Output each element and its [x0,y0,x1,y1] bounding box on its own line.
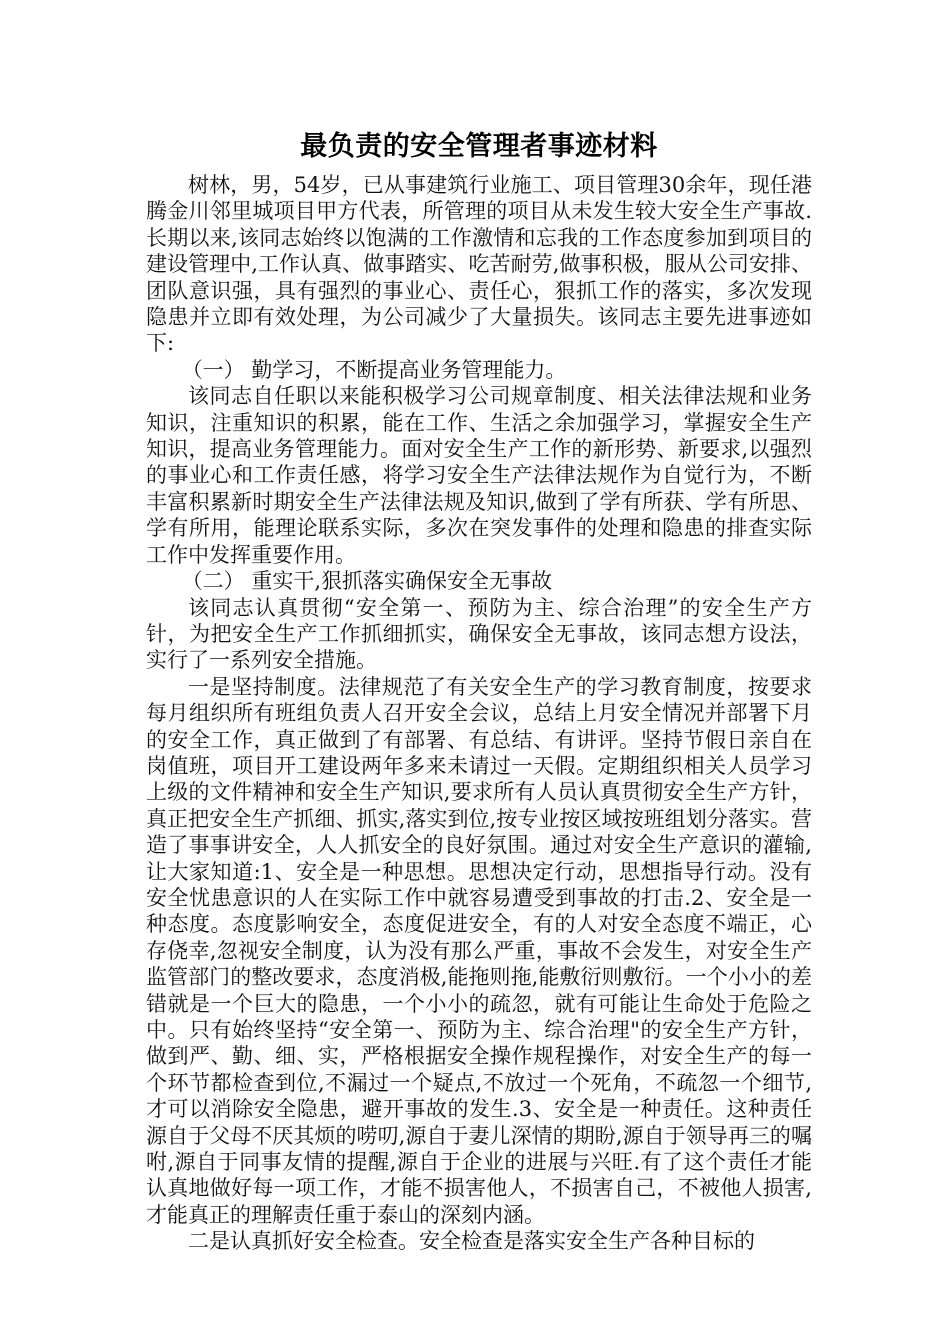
measure-2-paragraph: 二是认真抓好安全检查。安全检查是落实安全生产各种目标的 [188,1229,755,1254]
section-1-paragraph: 该同志自任职以来能积极学习公司规章制度、相关法律法规和业务知识，注重知识的积累，能在工作、生活之余加强学习，掌握安全生产知识，提高业务管理能力。面对安全生产工作的新形势、新要求,以强烈的事业心和工作责任感，将学习安全生产法律法规作为自觉行为，不断丰富积累新时期安全生产法律法规及知识,做到了学有所获、学有所思、学有所用，能理论联系实际，多次在突发事件的处理和隐患的排查实际工作中发挥重要作用。 [146,384,812,567]
measure-1-paragraph: 一是坚持制度。法律规范了有关安全生产的学习教育制度，按要求每月组织所有班组负责人召开安全会议，总结上月安全情况并部署下月的安全工作，真正做到了有部署、有总结、有讲评。坚持节假日亲自在岗值班，项目开工建设两年多来未请过一天假。定期组织相关人员学习上级的文件精神和安全生产知识,要求所有人员认真贯彻安全生产方针，真正把安全生产抓细、抓实,落实到位,按专业按区域按班组划分落实。营造了事事讲安全，人人抓安全的良好氛围。通过对安全生产意识的灌输,让大家知道:1、安全是一种思想。思想决定行动，思想指导行动。没有安全忧患意识的人在实际工作中就容易遭受到事故的打击.2、安全是一种态度。态度影响安全，态度促进安全，有的人对安全态度不端正，心存侥幸,忽视安全制度，认为没有那么严重，事故不会发生，对安全生产监管部门的整改要求，态度消极,能拖则拖,能敷衍则敷衍。一个小小的差错就是一个巨大的隐患，一个小小的疏忽，就有可能让生命处于危险之中。只有始终坚持“安全第一、预防为主、综合治理"的安全生产方针，做到严、勤、细、实，严格根据安全操作规程操作，对安全生产的每一个环节都检查到位,不漏过一个疑点,不放过一个死角，不疏忽一个细节,才可以消除安全隐患，避开事故的发生.3、安全是一种责任。这种责任源自于父母不厌其烦的唠叨,源自于妻儿深情的期盼,源自于领导再三的嘱咐,源自于同事友情的提醒,源自于企业的进展与兴旺.有了这个责任才能认真地做好每一项工作，才能不损害他人，不损害自己，不被他人损害,才能真正的理解责任重于泰山的深刻内涵。 [146,674,812,1227]
section-2-intro-paragraph: 该同志认真贯彻“安全第一、预防为主、综合治理”的安全生产方针，为把安全生产工作抓细抓实，确保安全无事故，该同志想方设法，实行了一系列安全措施。 [146,595,812,673]
section-heading-2: （二） 重实干,狠抓落实确保安全无事故 [181,569,553,594]
document-title: 最负责的安全管理者事迹材料 [300,131,658,162]
document-body [146,130,812,1255]
section-heading-1: （一） 勤学习，不断提高业务管理能力。 [181,357,567,382]
intro-paragraph: 树林，男，54岁，已从事建筑行业施工、项目管理30余年，现任港腾金川邻里城项目甲方代表，所管理的项目从未发生较大安全生产事故.长期以来,该同志始终以饱满的工作激情和忘我的工作态度参加到项目的建设管理中,工作认真、做事踏实、吃苦耐劳,做事积极，服从公司安排、团队意识强，具有强烈的事业心、责任心，狠抓工作的落实，多次发现隐患并立即有效处理，为公司减少了大量损失。该同志主要先进事迹如下: [146,173,812,356]
